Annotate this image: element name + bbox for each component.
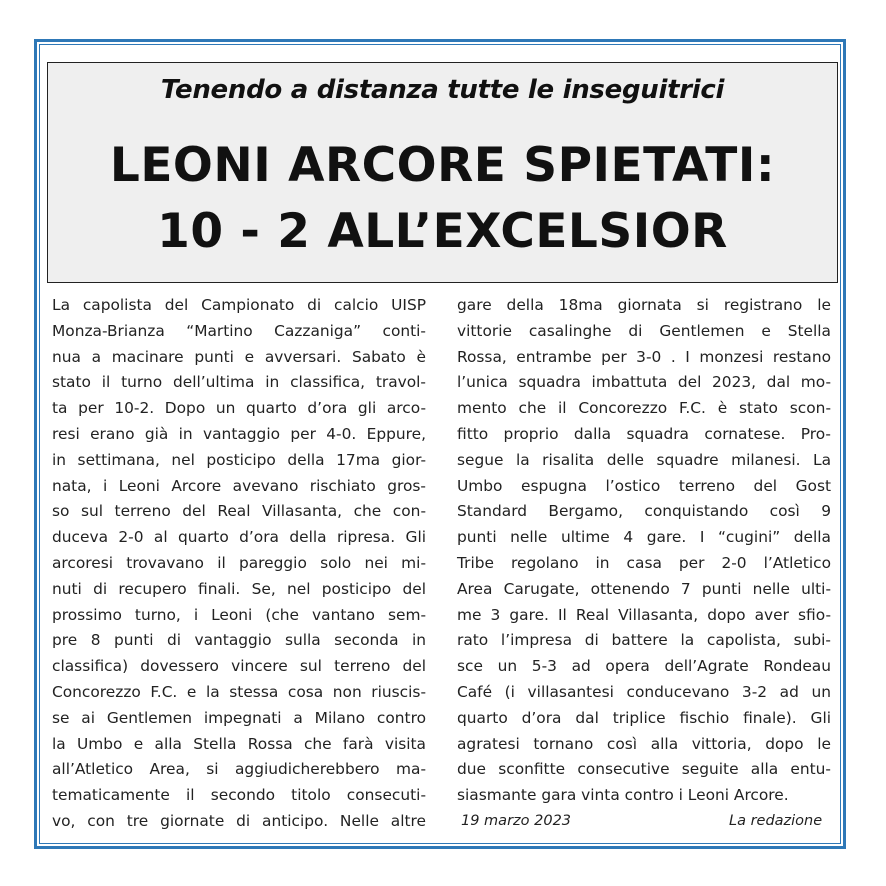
- article-line: mento che il Concorezzo F.C. è stato scon-: [457, 399, 831, 418]
- article-line: nata, i Leoni Arcore avevano rischiato gros-: [52, 476, 426, 495]
- article-line: resi erano già in vantaggio per 4-0. Eppure,: [52, 424, 426, 443]
- headline-line-2: 10 - 2 ALL’EXCELSIOR: [157, 204, 728, 259]
- article-line: stato il turno dell’ultima in classifica, travol-: [52, 373, 426, 392]
- article-line: ta per 10-2. Dopo un quarto d’ora gli arco-: [52, 399, 426, 418]
- article-line: La capolista del Campionato di calcio UISP: [52, 296, 426, 314]
- article-line: due sconfitte consecutive seguite alla entu-: [457, 760, 831, 779]
- article-line: Rossa, entrambe per 3-0 . I monzesi restano: [457, 347, 831, 366]
- article-line: agratesi tornano così alla vittoria, dopo le: [457, 734, 831, 753]
- article-signature: La redazione: [729, 813, 823, 829]
- article-line: Concorezzo F.C. e la stessa cosa non riuscis-: [52, 682, 426, 701]
- article-line: la Umbo e alla Stella Rossa che farà visita: [52, 734, 426, 753]
- article-column-right: [457, 293, 831, 809]
- article-line: se ai Gentlemen impegnati a Milano contro: [52, 708, 426, 727]
- article-line: fitto proprio dalla squadra cornatese. Pro-: [457, 424, 831, 443]
- headline-box: [47, 62, 838, 283]
- article-line: all’Atletico Area, si aggiudicherebbero ma-: [52, 760, 426, 779]
- article-line: tematicamente il secondo titolo consecuti-: [52, 786, 426, 805]
- article-line: Area Carugate, ottenendo 7 punti nelle ulti-: [457, 579, 831, 598]
- article-line: Tribe regolano in casa per 2-0 l’Atletico: [457, 553, 831, 572]
- article-line: segue la risalita delle squadre milanesi. La: [457, 450, 831, 469]
- article-line: in settimana, nel posticipo della 17ma gior-: [52, 450, 426, 469]
- article-line: vo, con tre giornate di anticipo. Nelle altre: [52, 811, 426, 830]
- article-line: Monza-Brianza “Martino Cazzaniga” conti-: [52, 321, 426, 340]
- article-line: Café (i villasantesi conducevano 3-2 ad un: [457, 682, 831, 701]
- article-line: Umbo espugna l’ostico terreno del Gost: [457, 476, 831, 495]
- headline-line-1: LEONI ARCORE SPIETATI:: [109, 138, 776, 193]
- article-line: Standard Bergamo, conquistando così 9: [457, 502, 831, 521]
- article-line: rato l’impresa di battere la capolista, subi-: [457, 631, 831, 650]
- headline: [48, 133, 837, 265]
- article-line: gare della 18ma giornata si registrano le: [457, 296, 831, 314]
- article-line: arcoresi trovavano il pareggio solo nei mi-: [52, 553, 426, 572]
- article-line: l’unica squadra imbattuta del 2023, dal mo-: [457, 373, 831, 392]
- article-line: nuti di recupero finali. Se, nel posticipo del: [52, 579, 426, 598]
- article-line: nua a macinare punti e avversari. Sabato è: [52, 347, 426, 366]
- article-line: sce un 5-3 ad opera dell’Agrate Rondeau: [457, 657, 831, 676]
- article-line: quarto d’ora dal triplice fischio finale). Gli: [457, 708, 831, 727]
- article-line: vittorie casalinghe di Gentlemen e Stella: [457, 321, 831, 340]
- article-date: 19 marzo 2023: [461, 813, 572, 829]
- article-line: me 3 gare. Il Real Villasanta, dopo aver sfio-: [457, 605, 831, 624]
- article-line: pre 8 punti di vantaggio sulla seconda in: [52, 631, 426, 650]
- article-line: classifica) dovessero vincere sul terreno del: [52, 657, 426, 676]
- kicker: Tenendo a distanza tutte le inseguitrici: [160, 75, 725, 105]
- article-column-left: [52, 293, 426, 835]
- article-line: prossimo turno, i Leoni (che vantano sem-: [52, 605, 426, 624]
- article-line: so sul terreno del Real Villasanta, che con-: [52, 502, 426, 521]
- article-line: punti nelle ultime 4 gare. I “cugini” della: [457, 528, 831, 547]
- article-line: siasmante gara vinta contro i Leoni Arcore.: [457, 786, 789, 805]
- article-line: duceva 2-0 al quarto d’ora della ripresa. Gli: [52, 528, 426, 547]
